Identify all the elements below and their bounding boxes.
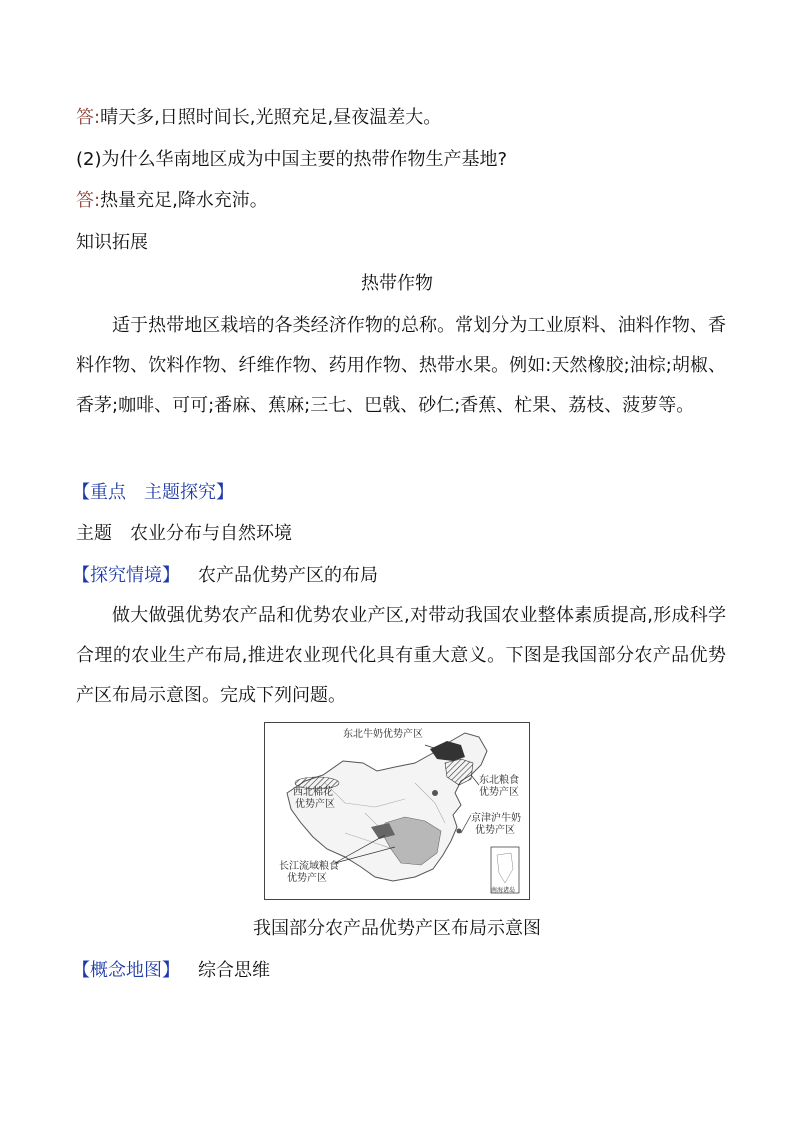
knowledge-body: 适于热带地区栽培的各类经济作物的总称。常划分为工业原料、油料作物、香料作物、饮料作物、纤维作物、药用作物、热带水果。例如:天然橡胶;油棕;胡椒、香茅;咖啡、可可;番麻、蕉麻;三七、巴戟、砂仁;香蕉、杧果、荔枝、菠萝等。: [76, 315, 726, 416]
label-northwest-cotton-1: 西北棉花: [293, 787, 333, 798]
q2-question: (2)为什么华南地区成为中国主要的热带作物生产基地?: [76, 149, 508, 170]
label-jingjinhu-milk-1: 京津沪牛奶: [471, 813, 521, 824]
q1-answer: [76, 106, 441, 130]
jingjinhu-milk-region: [432, 790, 438, 796]
concept-line: [72, 959, 270, 983]
theme-label: 主题: [76, 523, 112, 544]
answer-prefix: 答:: [76, 190, 101, 211]
label-northeast-grain-1: 东北粮食: [479, 775, 519, 786]
theme-text: 农业分布与自然环境: [130, 523, 292, 544]
label-yangtze-grain-2: 优势产区: [287, 873, 327, 884]
scenario-title: 农产品优势产区的布局: [198, 565, 378, 586]
concept-text: 综合思维: [198, 960, 270, 981]
label-jingjinhu-milk-2: 优势产区: [475, 825, 515, 836]
focus-tag: 【重点 主题探究】: [72, 482, 234, 503]
concept-tag: 【概念地图】: [72, 960, 180, 981]
answer-text: 热量充足,降水充沛。: [100, 190, 268, 211]
theme-line: [76, 522, 292, 546]
label-yangtze-grain-1: 长江流域粮食: [279, 861, 339, 872]
knowledge-title: 热带作物: [361, 273, 433, 294]
scenario-tag: 【探究情境】: [72, 565, 180, 586]
scenario-body: 做大做强优势农产品和优势农业产区,对带动我国农业整体素质提高,形成科学合理的农业生产布局,推进农业现代化具有重大意义。下图是我国部分农产品优势产区布局示意图。完成下列问题。: [76, 605, 726, 706]
label-northwest-cotton-2: 优势产区: [295, 799, 335, 810]
map-caption: 我国部分农产品优势产区布局示意图: [253, 918, 541, 939]
answer-text: 晴天多,日照时间长,光照充足,昼夜温差大。: [100, 107, 442, 128]
agri-region-map: [264, 722, 530, 900]
label-northeast-milk: 东北牛奶优势产区: [343, 729, 423, 740]
scenario-line: [72, 564, 378, 588]
answer-prefix: 答:: [76, 107, 101, 128]
q2-answer: [76, 189, 268, 213]
label-south-sea: 南海诸岛: [491, 887, 516, 894]
knowledge-heading: 知识拓展: [76, 232, 148, 253]
label-northeast-grain-2: 优势产区: [479, 787, 519, 798]
